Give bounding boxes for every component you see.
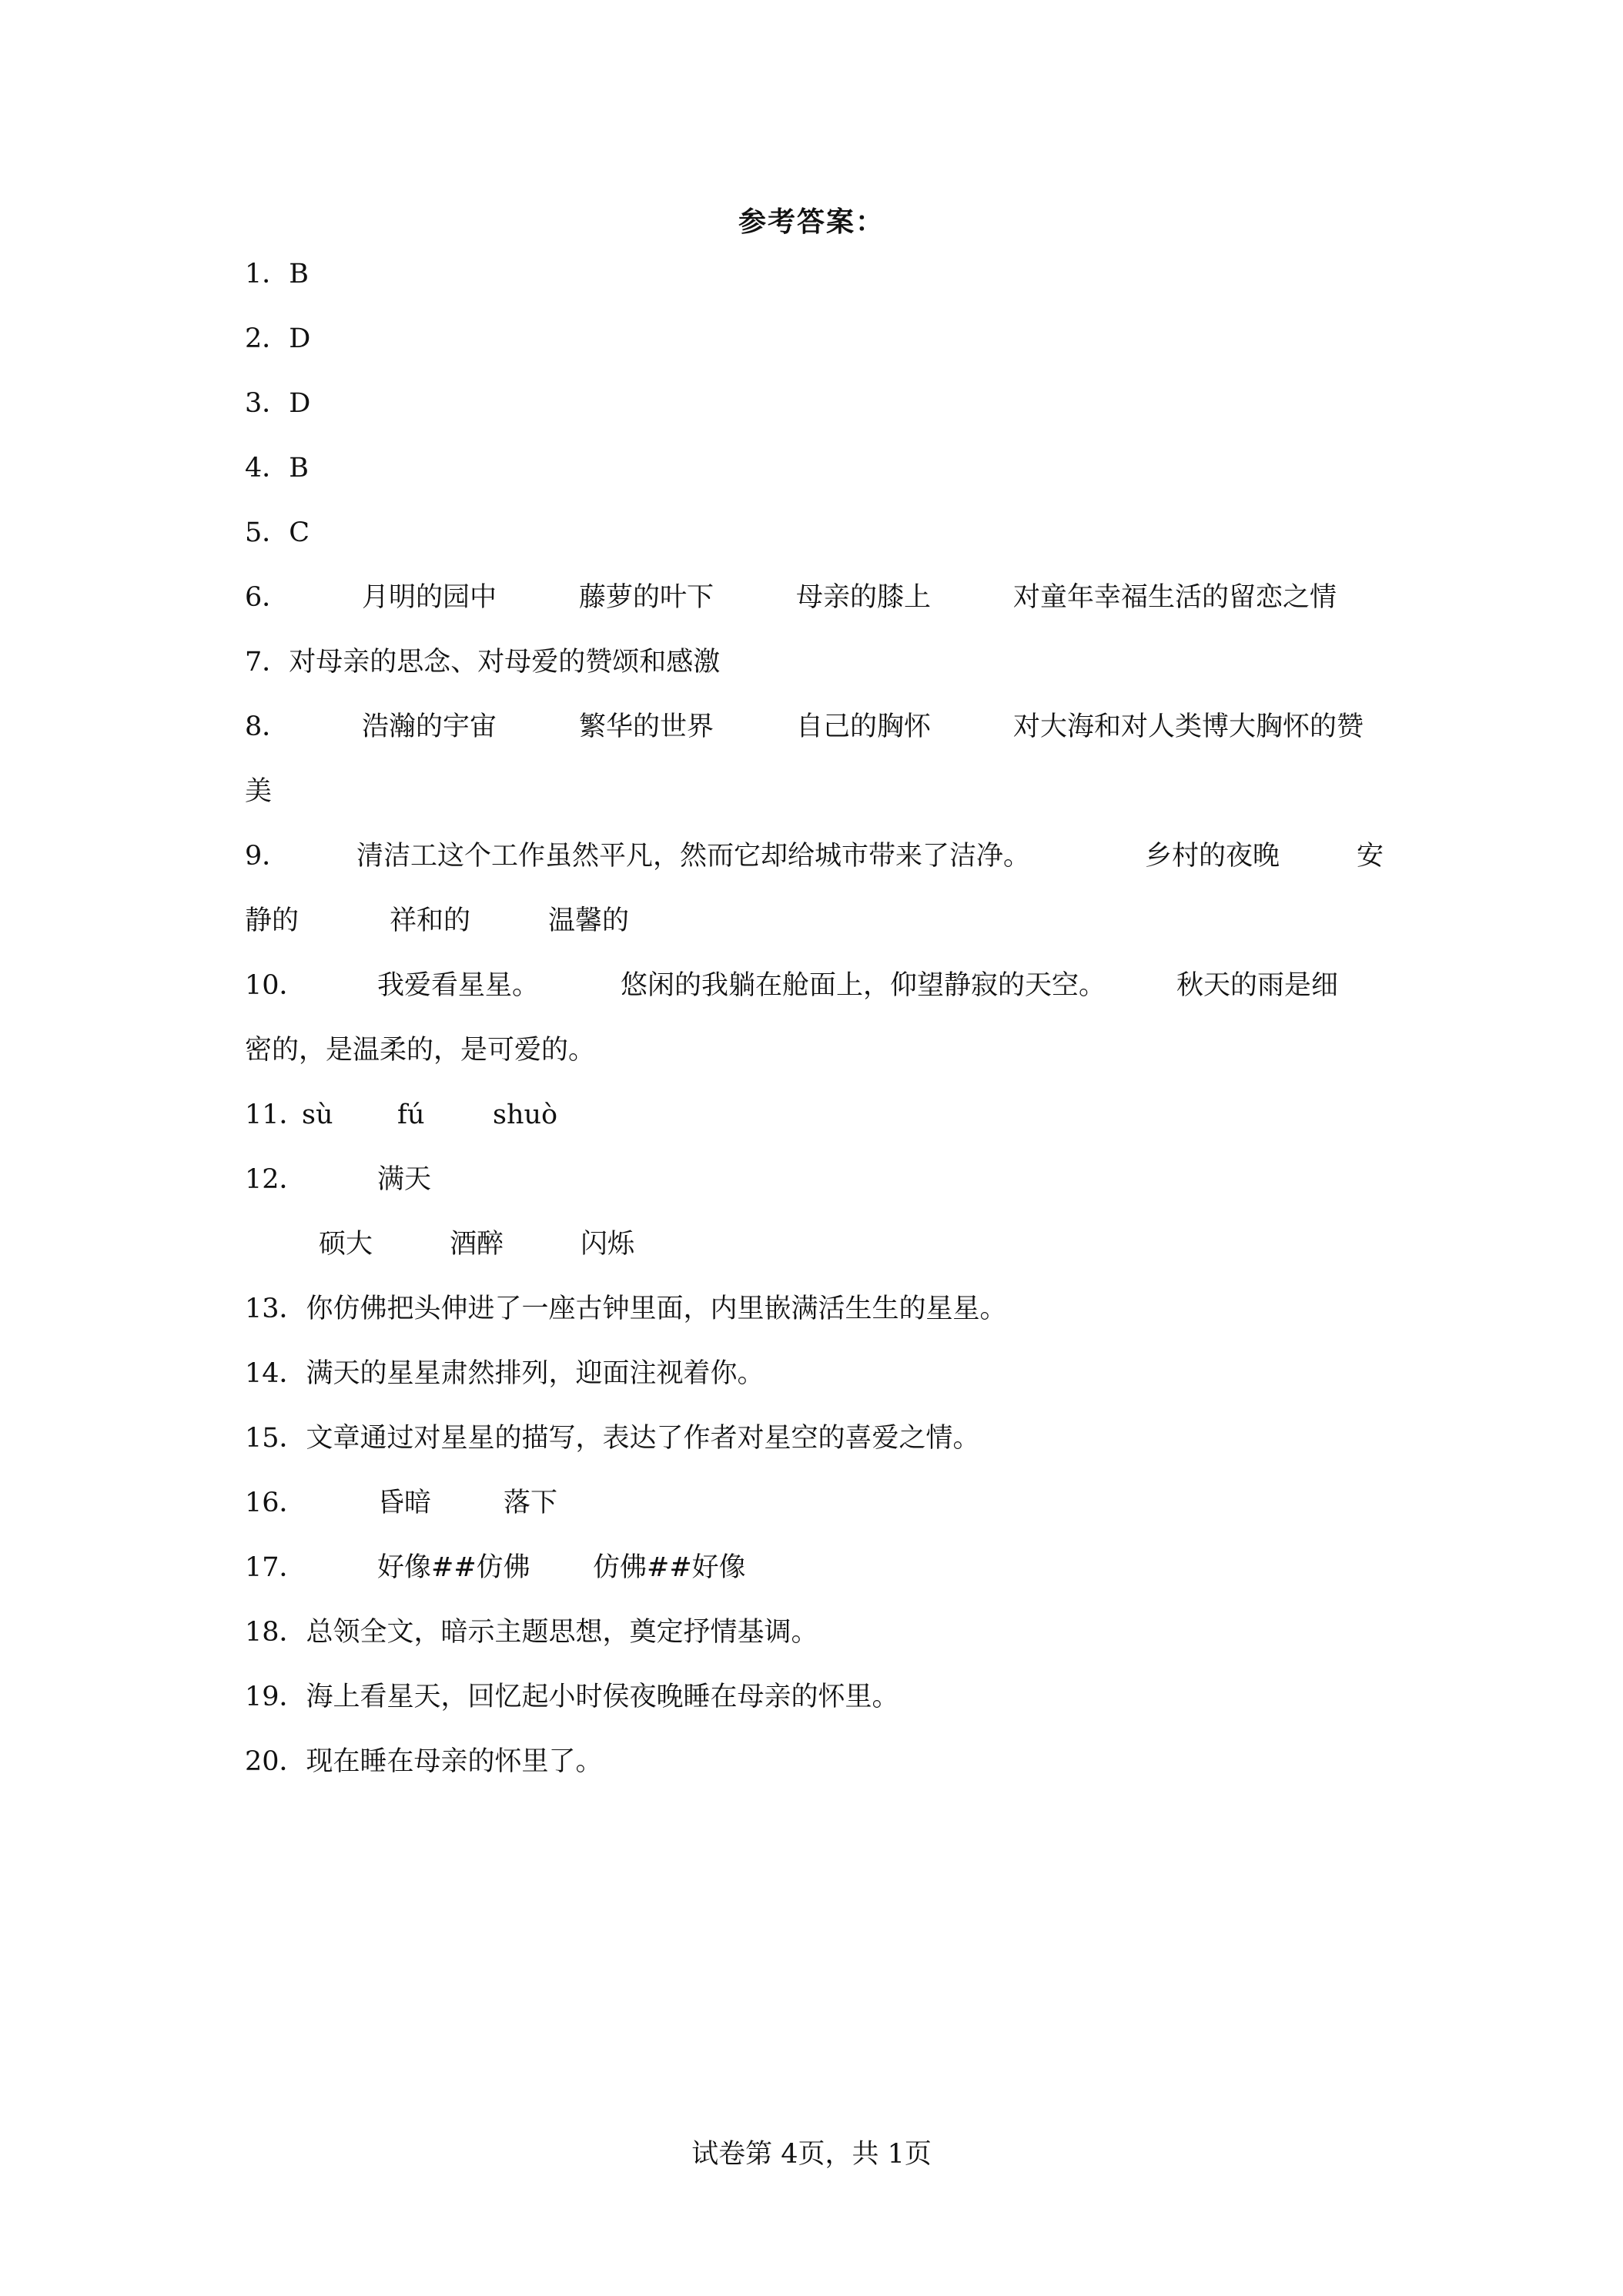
page-footer: 试卷第 4页，共 1页	[691, 2139, 932, 2170]
answer-number: 8．	[245, 711, 289, 742]
answer-number: 2．	[245, 323, 289, 354]
answer-segment: 藤萝的叶下	[579, 582, 714, 613]
answer-segment: 仿佛##好像	[593, 1552, 746, 1583]
answer-segment: sù	[302, 1099, 333, 1130]
answer-number: 9．	[245, 841, 289, 872]
answer-segment: 对童年幸福生活的留恋之情	[1013, 582, 1337, 613]
answer-segment: 满天	[377, 1164, 432, 1195]
answer-15	[245, 1421, 1384, 1455]
answer-text: 美	[245, 776, 273, 807]
answer-4	[245, 451, 1384, 485]
answer-number: 1．	[245, 259, 289, 290]
answer-segment: 我爱看星星。	[377, 970, 540, 1001]
answer-7	[245, 645, 1384, 679]
answer-segment: 落下	[504, 1488, 558, 1518]
answer-number: 4．	[245, 453, 289, 484]
answer-20	[245, 1745, 1384, 1779]
answer-segment: 自己的胸怀	[796, 711, 932, 742]
answer-number: 12．	[245, 1164, 306, 1195]
answer-number: 14．	[245, 1358, 306, 1389]
answer-text: C	[289, 517, 310, 548]
answer-number: 18．	[245, 1617, 306, 1648]
answer-segment: 好像##仿佛	[377, 1552, 530, 1583]
answer-number: 7．	[245, 647, 289, 678]
answer-segment: 乡村的夜晚	[1145, 841, 1280, 872]
answer-text: 你仿佛把头伸进了一座古钟里面，内里嵌满活生生的星星。	[306, 1294, 1007, 1324]
answer-number: 6．	[245, 582, 289, 613]
answer-19	[245, 1680, 1384, 1714]
answer-segment: shuò	[493, 1099, 558, 1130]
answer-13	[245, 1292, 1384, 1326]
answer-17	[245, 1551, 1384, 1585]
answer-text: 总领全文，暗示主题思想，奠定抒情基调。	[306, 1617, 818, 1648]
answer-segment: 酒醉	[450, 1229, 504, 1260]
answer-segment: 母亲的膝上	[796, 582, 932, 613]
answer-segment: 对大海和对人类博大胸怀的赞	[1013, 711, 1364, 742]
answer-text: 对母亲的思念、对母爱的赞颂和感激	[289, 647, 721, 678]
answer-text: 满天的星星肃然排列，迎面注视着你。	[306, 1358, 765, 1389]
answer-10	[245, 969, 1384, 1002]
answer-18	[245, 1615, 1384, 1649]
answer-2	[245, 322, 1384, 356]
answer-number: 17．	[245, 1552, 306, 1583]
answer-number: 16．	[245, 1488, 306, 1518]
answer-segment: 闪烁	[581, 1229, 635, 1260]
answer-number: 19．	[245, 1682, 306, 1712]
answer-segment: 温馨的	[548, 905, 630, 936]
answer-text: B	[289, 259, 310, 290]
answer-text: D	[289, 323, 311, 354]
answer-number: 20．	[245, 1746, 306, 1777]
answer-number: 11．	[245, 1099, 306, 1130]
answer-5	[245, 516, 1384, 550]
answer-segment: 繁华的世界	[579, 711, 714, 742]
answer-segment: 月明的园中	[362, 582, 497, 613]
answer-text: 密的，是温柔的，是可爱的。	[245, 1035, 596, 1066]
answer-8	[245, 710, 1384, 744]
answer-1	[245, 257, 1384, 291]
answer-text: 现在睡在母亲的怀里了。	[306, 1746, 603, 1777]
answer-10-continuation	[245, 1033, 1384, 1067]
answer-text: D	[289, 388, 311, 419]
answer-segment: 静的	[245, 905, 300, 936]
answer-segment: 清洁工这个工作虽然平凡，然而它却给城市带来了洁净。	[356, 841, 1031, 872]
answer-segment: 安	[1357, 841, 1384, 872]
answer-number: 13．	[245, 1294, 306, 1324]
answer-16	[245, 1486, 1384, 1520]
answer-3	[245, 387, 1384, 420]
answer-segment: 悠闲的我躺在舱面上，仰望静寂的天空。	[621, 970, 1106, 1001]
answer-9-continuation	[245, 904, 1384, 938]
answer-segment: 昏暗	[377, 1488, 432, 1518]
answer-segment: 浩瀚的宇宙	[362, 711, 497, 742]
answer-text: B	[289, 453, 310, 484]
answer-text: 海上看星天，回忆起小时侯夜晚睡在母亲的怀里。	[306, 1682, 899, 1712]
answer-9	[245, 839, 1384, 873]
answer-number: 3．	[245, 388, 289, 419]
answer-11	[245, 1098, 1384, 1132]
answer-segment: 祥和的	[390, 905, 471, 936]
answer-number: 15．	[245, 1423, 306, 1454]
answer-8-continuation	[245, 775, 1384, 808]
answer-segment: 秋天的雨是细	[1176, 970, 1339, 1001]
answer-segment: 硕大	[319, 1229, 373, 1260]
answer-text: 文章通过对星星的描写，表达了作者对星空的喜爱之情。	[306, 1423, 980, 1454]
answer-6	[245, 581, 1384, 614]
answer-12-continuation	[245, 1227, 1384, 1261]
answer-12	[245, 1163, 1384, 1197]
answer-key-title: 参考答案：	[738, 206, 885, 238]
answer-segment: fú	[397, 1099, 425, 1130]
answer-number: 5．	[245, 517, 289, 548]
answer-14	[245, 1357, 1384, 1391]
answer-number: 10．	[245, 970, 306, 1001]
